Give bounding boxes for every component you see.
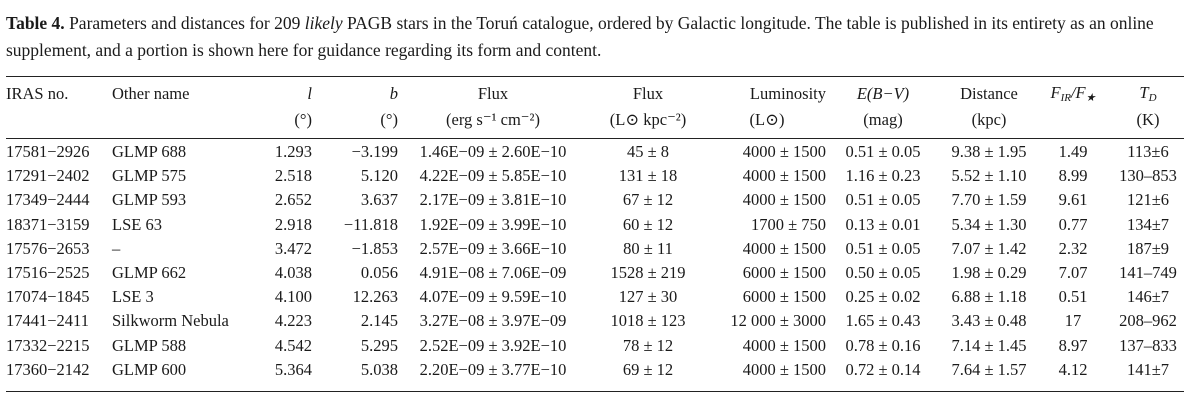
cell-b: 0.056 — [360, 263, 398, 283]
cell-ebv: 0.50 ± 0.05 — [845, 263, 921, 283]
cell-luminosity: 12 000 ± 3000 — [730, 311, 826, 331]
cell-td: 187±9 — [1126, 238, 1170, 258]
cell-ebv: 1.65 ± 0.43 — [845, 311, 921, 331]
header-row — [0, 80, 1188, 107]
caption-text-italic: likely — [304, 13, 343, 33]
cell-luminosity: 4000 ± 1500 — [742, 238, 826, 258]
cell-l: 3.472 — [274, 238, 312, 258]
cell-distance: 7.64 ± 1.57 — [951, 359, 1027, 379]
fir-main: F — [1050, 83, 1061, 102]
cell-iras: 17441−2411 — [6, 311, 89, 331]
cell-flux-cgs: 2.57E−09 ± 3.66E−10 — [419, 238, 567, 258]
table-row — [0, 309, 1188, 333]
cell-fir-ratio: 7.07 — [1058, 263, 1088, 283]
cell-flux-cgs: 1.46E−09 ± 2.60E−10 — [419, 142, 567, 162]
cell-distance: 7.07 ± 1.42 — [951, 238, 1027, 258]
cell-td: 141±7 — [1126, 359, 1170, 379]
cell-other-name: – — [112, 238, 121, 258]
cell-td: 121±6 — [1126, 190, 1170, 210]
cell-flux-cgs: 3.27E−08 ± 3.97E−09 — [419, 311, 567, 331]
cell-flux-cgs: 1.92E−09 ± 3.99E−10 — [419, 214, 567, 234]
cell-fir-ratio: 0.51 — [1058, 287, 1088, 307]
units-row — [0, 107, 1188, 132]
cell-other-name: GLMP 593 — [112, 190, 187, 210]
cell-ebv: 0.13 ± 0.01 — [845, 214, 921, 234]
unit-distance: (kpc) — [971, 109, 1007, 129]
cell-ebv: 0.51 ± 0.05 — [845, 190, 921, 210]
cell-distance: 5.52 ± 1.10 — [951, 166, 1027, 186]
cell-b: 12.263 — [352, 287, 398, 307]
cell-flux-lum: 78 ± 12 — [622, 335, 674, 355]
cell-l: 2.518 — [274, 166, 312, 186]
cell-ebv: 0.78 ± 0.16 — [845, 335, 921, 355]
cell-td: 113±6 — [1127, 142, 1169, 162]
cell-iras: 17291−2402 — [6, 166, 90, 186]
cell-iras: 17074−1845 — [6, 287, 90, 307]
cell-fir-ratio: 9.61 — [1058, 190, 1088, 210]
cell-ebv: 0.25 ± 0.02 — [845, 287, 921, 307]
cell-other-name: GLMP 575 — [112, 166, 187, 186]
unit-flux-lum: (L⊙ kpc⁻²) — [609, 109, 687, 129]
unit-ebv: (mag) — [863, 109, 903, 129]
cell-l: 4.542 — [274, 335, 312, 355]
cell-l: 4.038 — [274, 263, 312, 283]
cell-flux-cgs: 2.17E−09 ± 3.81E−10 — [419, 190, 567, 210]
cell-flux-lum: 131 ± 18 — [618, 166, 678, 186]
cell-other-name: LSE 3 — [112, 287, 154, 307]
col-header-iras: IRAS no. — [6, 83, 69, 103]
cell-ebv: 1.16 ± 0.23 — [845, 166, 921, 186]
cell-fir-ratio: 1.49 — [1058, 142, 1088, 162]
cell-other-name: GLMP 662 — [112, 263, 187, 283]
table-row — [0, 261, 1188, 285]
col-header-l: l — [307, 83, 312, 103]
caption-text-after: PAGB stars in the Toruń catalogue, ordered by Galactic longitude. The table is published in its entirety as an online supplement, and a portion is shown here for guidance regarding its form and content. — [6, 13, 1154, 60]
cell-distance: 7.14 ± 1.45 — [951, 335, 1027, 355]
cell-ebv: 0.51 ± 0.05 — [845, 142, 921, 162]
cell-b: 5.038 — [360, 359, 398, 379]
cell-iras: 17576−2653 — [6, 238, 90, 258]
cell-l: 5.364 — [274, 359, 312, 379]
fir-mid: /F — [1070, 83, 1086, 102]
cell-other-name: Silkworm Nebula — [112, 311, 229, 331]
col-header-other-name: Other name — [112, 83, 190, 103]
cell-other-name: GLMP 588 — [112, 335, 187, 355]
unit-l: (°) — [294, 109, 312, 129]
table-label: Table 4. — [6, 13, 65, 33]
cell-td: 130–853 — [1119, 166, 1177, 186]
cell-distance: 1.98 ± 0.29 — [951, 263, 1027, 283]
cell-iras: 17581−2926 — [6, 142, 90, 162]
cell-other-name: LSE 63 — [112, 214, 162, 234]
cell-fir-ratio: 8.97 — [1058, 335, 1088, 355]
cell-flux-cgs: 4.22E−09 ± 5.85E−10 — [419, 166, 567, 186]
cell-iras: 18371−3159 — [6, 214, 90, 234]
cell-luminosity: 4000 ± 1500 — [742, 166, 826, 186]
cell-flux-lum: 45 ± 8 — [626, 142, 670, 162]
cell-flux-lum: 1018 ± 123 — [610, 311, 686, 331]
bottom-rule — [6, 391, 1184, 392]
table-row — [0, 285, 1188, 309]
cell-td: 146±7 — [1126, 287, 1170, 307]
td-main: T — [1139, 83, 1149, 102]
cell-iras: 17349−2444 — [6, 190, 90, 210]
col-header-luminosity: Luminosity — [749, 83, 826, 103]
cell-luminosity: 4000 ± 1500 — [742, 190, 826, 210]
table-row — [0, 164, 1188, 188]
table-row — [0, 188, 1188, 212]
table-caption — [6, 10, 1194, 64]
col-header-td — [1108, 80, 1188, 107]
unit-td: (K) — [1136, 109, 1160, 129]
cell-luminosity: 6000 ± 1500 — [742, 263, 826, 283]
cell-b: −3.199 — [351, 142, 398, 162]
cell-distance: 5.34 ± 1.30 — [951, 214, 1027, 234]
cell-distance: 9.38 ± 1.95 — [951, 142, 1027, 162]
cell-distance: 7.70 ± 1.59 — [951, 190, 1027, 210]
cell-flux-cgs: 4.91E−08 ± 7.06E−09 — [419, 263, 567, 283]
cell-other-name: GLMP 688 — [112, 142, 187, 162]
cell-fir-ratio: 17 — [1064, 311, 1082, 331]
cell-b: 5.120 — [360, 166, 398, 186]
fir-sub-star: ★ — [1085, 92, 1096, 104]
cell-ebv: 0.72 ± 0.14 — [845, 359, 921, 379]
cell-luminosity: 4000 ± 1500 — [742, 142, 826, 162]
cell-l: 4.100 — [274, 287, 312, 307]
cell-luminosity: 1700 ± 750 — [750, 214, 826, 234]
cell-l: 4.223 — [274, 311, 312, 331]
cell-flux-lum: 127 ± 30 — [618, 287, 678, 307]
cell-other-name: GLMP 600 — [112, 359, 187, 379]
cell-flux-lum: 80 ± 11 — [623, 238, 673, 258]
cell-fir-ratio: 8.99 — [1058, 166, 1088, 186]
cell-iras: 17516−2525 — [6, 263, 90, 283]
cell-b: 2.145 — [360, 311, 398, 331]
table-row — [0, 140, 1188, 164]
cell-td: 141–749 — [1119, 263, 1177, 283]
col-header-distance: Distance — [960, 83, 1018, 103]
cell-iras: 17360−2142 — [6, 359, 90, 379]
col-header-flux-lum: Flux — [632, 83, 664, 103]
cell-l: 2.918 — [274, 214, 312, 234]
col-header-fir-ratio — [1038, 80, 1108, 107]
cell-luminosity: 4000 ± 1500 — [742, 359, 826, 379]
data-table — [0, 80, 1188, 382]
cell-luminosity: 4000 ± 1500 — [742, 335, 826, 355]
cell-flux-cgs: 2.20E−09 ± 3.77E−10 — [419, 359, 567, 379]
cell-flux-lum: 69 ± 12 — [622, 359, 674, 379]
cell-flux-lum: 1528 ± 219 — [610, 263, 686, 283]
cell-ebv: 0.51 ± 0.05 — [845, 238, 921, 258]
cell-flux-cgs: 4.07E−09 ± 9.59E−10 — [419, 287, 567, 307]
cell-b: 3.637 — [360, 190, 398, 210]
cell-b: −11.818 — [343, 214, 398, 234]
cell-b: 5.295 — [360, 335, 398, 355]
cell-l: 1.293 — [274, 142, 312, 162]
col-header-b: b — [389, 83, 398, 103]
table-row — [0, 213, 1188, 237]
unit-luminosity: (L⊙) — [749, 109, 785, 129]
cell-fir-ratio: 4.12 — [1058, 359, 1088, 379]
cell-flux-cgs: 2.52E−09 ± 3.92E−10 — [419, 335, 567, 355]
table-row — [0, 237, 1188, 261]
cell-td: 137–833 — [1119, 335, 1177, 355]
cell-fir-ratio: 0.77 — [1058, 214, 1088, 234]
table-row — [0, 334, 1188, 358]
cell-flux-lum: 67 ± 12 — [622, 190, 674, 210]
col-header-flux-cgs: Flux — [477, 83, 509, 103]
cell-td: 208–962 — [1119, 311, 1177, 331]
cell-fir-ratio: 2.32 — [1058, 238, 1088, 258]
td-sub: D — [1148, 92, 1157, 104]
table-body — [0, 140, 1188, 382]
cell-l: 2.652 — [274, 190, 312, 210]
cell-luminosity: 6000 ± 1500 — [742, 287, 826, 307]
top-rule — [6, 76, 1184, 77]
col-header-ebv: E(B−V) — [856, 83, 910, 103]
unit-b: (°) — [380, 109, 398, 129]
cell-b: −1.853 — [351, 238, 398, 258]
cell-flux-lum: 60 ± 12 — [622, 214, 674, 234]
cell-distance: 6.88 ± 1.18 — [951, 287, 1027, 307]
cell-iras: 17332−2215 — [6, 335, 90, 355]
unit-flux-cgs: (erg s⁻¹ cm⁻²) — [446, 109, 540, 129]
cell-distance: 3.43 ± 0.48 — [951, 311, 1027, 331]
caption-text-before: Parameters and distances for 209 — [69, 13, 301, 33]
fir-sub-ir: IR — [1060, 92, 1071, 104]
cell-td: 134±7 — [1126, 214, 1170, 234]
table-row — [0, 358, 1188, 382]
